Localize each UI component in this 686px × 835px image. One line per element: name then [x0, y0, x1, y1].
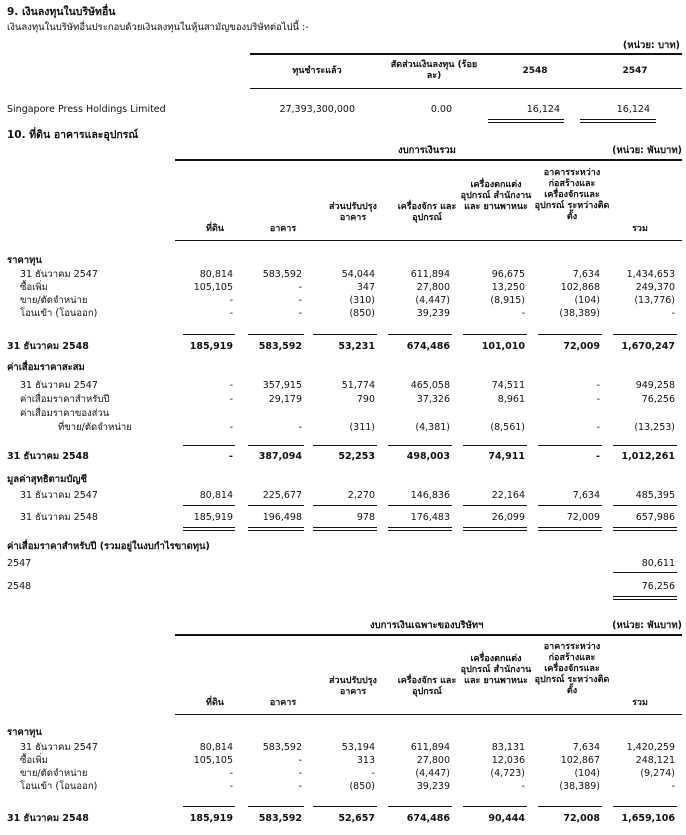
company-col-header-4: เครื่องจักร และอุปกรณ์ [397, 676, 457, 697]
cell-value: 72,009 [566, 512, 600, 523]
row-label: ค่าเสื่อมราคาของส่วน [20, 408, 110, 419]
cell-value: 790 [356, 394, 375, 405]
cell-value: 52,657 [338, 813, 375, 824]
cell-value: 611,894 [410, 269, 450, 280]
cell-value: (310) [349, 295, 375, 306]
company-col-header-5: เครื่องตกแต่ง อุปกรณ์ สำนักงาน และ ยานพาหนะ [460, 654, 532, 686]
cell-value: 146,836 [410, 490, 450, 501]
row-label: 31 ธันวาคม 2548 [7, 341, 89, 352]
table-row [0, 780, 686, 793]
section-9-title: 9. เงินลงทุนในบริษัทอื่น [7, 6, 116, 18]
cell-value: 83,131 [491, 742, 525, 753]
cell-value: 611,894 [410, 742, 450, 753]
header-2548: 2548 [522, 66, 548, 76]
cell-value: 39,239 [416, 781, 450, 792]
cell-value: (38,389) [559, 781, 600, 792]
cell-value: 1,012,261 [621, 451, 675, 462]
table-row [0, 741, 686, 754]
cell-value: - [371, 768, 375, 779]
value-2547: 16,124 [616, 104, 650, 115]
header-2547: 2547 [622, 66, 648, 76]
cell-value: 485,395 [635, 490, 675, 501]
table-row [0, 281, 686, 294]
cell-value: - [229, 394, 233, 405]
nbv-section-title: มูลค่าสุทธิตามบัญชี [7, 474, 87, 485]
cell-value: - [229, 422, 233, 433]
cell-value: - [596, 451, 600, 462]
cell-value: (104) [574, 295, 600, 306]
cell-value: 225,677 [262, 490, 302, 501]
cell-value: - [298, 422, 302, 433]
cell-value: 8,961 [497, 394, 525, 405]
cell-value: (8,915) [490, 295, 525, 306]
cell-value: 185,919 [193, 512, 233, 523]
cell-value: 27,800 [416, 755, 450, 766]
cell-value: 51,774 [341, 380, 375, 391]
cell-value: 978 [356, 512, 375, 523]
cell-value: 12,036 [491, 755, 525, 766]
cell-value: 29,179 [268, 394, 302, 405]
cell-value: 249,370 [635, 282, 675, 293]
cell-value: - [229, 451, 233, 462]
cell-value: 1,670,247 [621, 341, 675, 352]
cell-value: (13,776) [634, 295, 675, 306]
cell-value: (4,723) [490, 768, 525, 779]
cell-value: 949,258 [635, 380, 675, 391]
header-percent: สัดส่วนเงินลงทุน (ร้อยละ) [390, 60, 478, 81]
cell-value: 357,915 [262, 380, 302, 391]
cell-value: 80,814 [199, 269, 233, 280]
cell-value: 674,486 [406, 341, 450, 352]
row-label: ซื้อเพิ่ม [20, 755, 48, 766]
cell-value: 185,919 [189, 813, 233, 824]
consolidated-col-header-5: เครื่องตกแต่ง อุปกรณ์ สำนักงาน และ ยานพาหนะ [460, 180, 532, 212]
cell-value: 72,009 [563, 341, 600, 352]
cell-value: 80,814 [199, 742, 233, 753]
group-title-company: งบการเงินเฉพาะของบริษัทฯ [370, 620, 484, 631]
percent-value: 0.00 [430, 104, 452, 115]
table-row [0, 421, 686, 434]
cell-value: 657,986 [635, 512, 675, 523]
cell-value: - [298, 282, 302, 293]
table-row [0, 268, 686, 281]
cell-value: - [229, 768, 233, 779]
table-row [0, 393, 686, 406]
row-label: 31 ธันวาคม 2547 [20, 269, 98, 280]
cost-total-row [0, 340, 686, 353]
row-label: 31 ธันวาคม 2547 [20, 490, 98, 501]
section-9-unit: (หน่วย: บาท) [622, 40, 680, 51]
cell-value: (13,253) [634, 422, 675, 433]
cell-value: 53,194 [341, 742, 375, 753]
company-col-header-7: รวม [632, 698, 648, 708]
cell-value: - [298, 295, 302, 306]
cell-value: (9,274) [640, 768, 675, 779]
cell-value: 176,483 [410, 512, 450, 523]
cell-value: 1,420,259 [626, 742, 675, 753]
depreciation-section-title: ค่าเสื่อมราคาสะสม [7, 362, 85, 373]
cost-section-title: ราคาทุน [7, 255, 42, 266]
table-row [0, 557, 686, 570]
cell-value: 347 [356, 282, 375, 293]
cell-value: - [671, 781, 675, 792]
company-col-header-1: ที่ดิน [206, 698, 224, 708]
row-label: 31 ธันวาคม 2548 [7, 813, 89, 824]
cell-value: (4,381) [415, 422, 450, 433]
table-row [0, 489, 686, 502]
cell-value: 102,868 [560, 282, 600, 293]
cell-value: 80,611 [641, 558, 675, 569]
consolidated-col-header-7: รวม [632, 224, 648, 234]
cell-value: 248,121 [635, 755, 675, 766]
table-row [0, 379, 686, 392]
cell-value: 313 [356, 755, 375, 766]
cell-value: 7,634 [572, 742, 600, 753]
cell-value: 465,058 [410, 380, 450, 391]
group-title-consolidated: งบการเงินรวม [398, 145, 456, 156]
consolidated-col-header-1: ที่ดิน [206, 224, 224, 234]
cell-value: 387,094 [258, 451, 302, 462]
cell-value: 80,814 [199, 490, 233, 501]
cell-value: (4,447) [415, 295, 450, 306]
row-label: ซื้อเพิ่ม [20, 282, 48, 293]
cell-value: - [298, 768, 302, 779]
cell-value: 26,099 [491, 512, 525, 523]
row-label: ขาย/ตัดจำหน่าย [20, 295, 88, 306]
cell-value: 90,444 [488, 813, 525, 824]
cell-value: - [521, 781, 525, 792]
company-unit: (หน่วย: พันบาท) [612, 620, 682, 631]
cell-value: 101,010 [481, 341, 525, 352]
table-row [0, 307, 686, 320]
cell-value: - [229, 308, 233, 319]
cell-value: - [229, 380, 233, 391]
cell-value: - [229, 295, 233, 306]
paid-up-value: 27,393,300,000 [279, 104, 355, 115]
cell-value: 39,239 [416, 308, 450, 319]
row-label: 2548 [7, 581, 32, 592]
cell-value: 96,675 [491, 269, 525, 280]
row-label: 31 ธันวาคม 2548 [20, 512, 98, 523]
cell-value: (8,561) [490, 422, 525, 433]
row-label: ที่ขาย/ตัดจำหน่าย [58, 422, 132, 433]
cell-value: - [521, 308, 525, 319]
row-label: 31 ธันวาคม 2548 [7, 451, 89, 462]
table-row [0, 294, 686, 307]
cell-value: 37,326 [416, 394, 450, 405]
cell-value: 105,105 [193, 282, 233, 293]
section-9-subtitle: เงินลงทุนในบริษัทอื่นประกอบด้วยเงินลงทุนในหุ้นสามัญของบริษัทต่อไปนี้ :- [7, 22, 309, 33]
table-row [0, 103, 686, 116]
cell-value: 583,592 [258, 813, 302, 824]
company-col-header-3: ส่วนปรับปรุง อาคาร [329, 676, 377, 697]
row-label: 31 ธันวาคม 2547 [20, 742, 98, 753]
company-cost-title: ราคาทุน [7, 727, 42, 738]
row-label: โอนเข้า (โอนออก) [20, 781, 98, 792]
cell-value: 52,253 [338, 451, 375, 462]
cell-value: (311) [349, 422, 375, 433]
cell-value: - [596, 394, 600, 405]
cell-value: (4,447) [415, 768, 450, 779]
cell-value: 1,659,106 [621, 813, 675, 824]
cell-value: 1,434,653 [626, 269, 675, 280]
cell-value: 2,270 [347, 490, 375, 501]
cell-value: - [596, 422, 600, 433]
cell-value: - [671, 308, 675, 319]
cell-value: 185,919 [189, 341, 233, 352]
depreciation-year-title: ค่าเสื่อมราคาสำหรับปี (รวมอยู่ในงบกำไรขาดทุน) [7, 541, 210, 552]
cell-value: (104) [574, 768, 600, 779]
cell-value: 22,164 [491, 490, 525, 501]
cell-value: - [229, 781, 233, 792]
cell-value: 74,511 [491, 380, 525, 391]
cell-value: - [596, 380, 600, 391]
section-10-unit: (หน่วย: พันบาท) [612, 145, 682, 156]
table-row [0, 767, 686, 780]
consolidated-col-header-4: เครื่องจักร และอุปกรณ์ [397, 202, 457, 223]
row-label: 2547 [7, 558, 32, 569]
value-2548: 16,124 [526, 104, 560, 115]
consolidated-col-header-2: อาคาร [269, 224, 297, 234]
row-label: 31 ธันวาคม 2547 [20, 380, 98, 391]
row-label: ค่าเสื่อมราคาสำหรับปี [20, 394, 110, 405]
cell-value: 583,592 [258, 341, 302, 352]
section-10-title: 10. ที่ดิน อาคารและอุปกรณ์ [7, 129, 139, 141]
cell-value: (850) [349, 781, 375, 792]
company-name: Singapore Press Holdings Limited [7, 104, 166, 115]
table-row [0, 511, 686, 524]
row-label: โอนเข้า (โอนออก) [20, 308, 98, 319]
cell-value: (850) [349, 308, 375, 319]
company-col-header-6: อาคารระหว่าง ก่อสร้างและ เครื่องจักรและ อุปกรณ์ ระหว่างติดตั้ง [534, 642, 610, 696]
table-row [0, 580, 686, 593]
cell-value: 74,911 [488, 451, 525, 462]
cell-value: 27,800 [416, 282, 450, 293]
cell-value: 196,498 [262, 512, 302, 523]
cell-value: 76,256 [641, 581, 675, 592]
company-cost-total-row [0, 812, 686, 825]
cell-value: 53,231 [338, 341, 375, 352]
cell-value: 674,486 [406, 813, 450, 824]
row-label: ขาย/ตัดจำหน่าย [20, 768, 88, 779]
cell-value: 72,008 [563, 813, 600, 824]
header-paid-up: ทุนชำระแล้ว [292, 66, 342, 76]
cell-value: 583,592 [262, 269, 302, 280]
cell-value: - [298, 755, 302, 766]
cell-value: 102,867 [560, 755, 600, 766]
cell-value: 7,634 [572, 490, 600, 501]
cell-value: (38,389) [559, 308, 600, 319]
company-col-header-2: อาคาร [269, 698, 297, 708]
cell-value: - [298, 308, 302, 319]
cell-value: 498,003 [406, 451, 450, 462]
consolidated-col-header-6: อาคารระหว่าง ก่อสร้างและ เครื่องจักรและ อุปกรณ์ ระหว่างติดตั้ง [534, 168, 610, 222]
cell-value: 76,256 [641, 394, 675, 405]
cell-value: 54,044 [341, 269, 375, 280]
consolidated-col-header-3: ส่วนปรับปรุง อาคาร [329, 202, 377, 223]
table-row [0, 754, 686, 767]
cell-value: - [298, 781, 302, 792]
cell-value: 583,592 [262, 742, 302, 753]
cell-value: 7,634 [572, 269, 600, 280]
table-row [0, 407, 686, 420]
depreciation-total-row [0, 450, 686, 463]
cell-value: 105,105 [193, 755, 233, 766]
cell-value: 13,250 [491, 282, 525, 293]
